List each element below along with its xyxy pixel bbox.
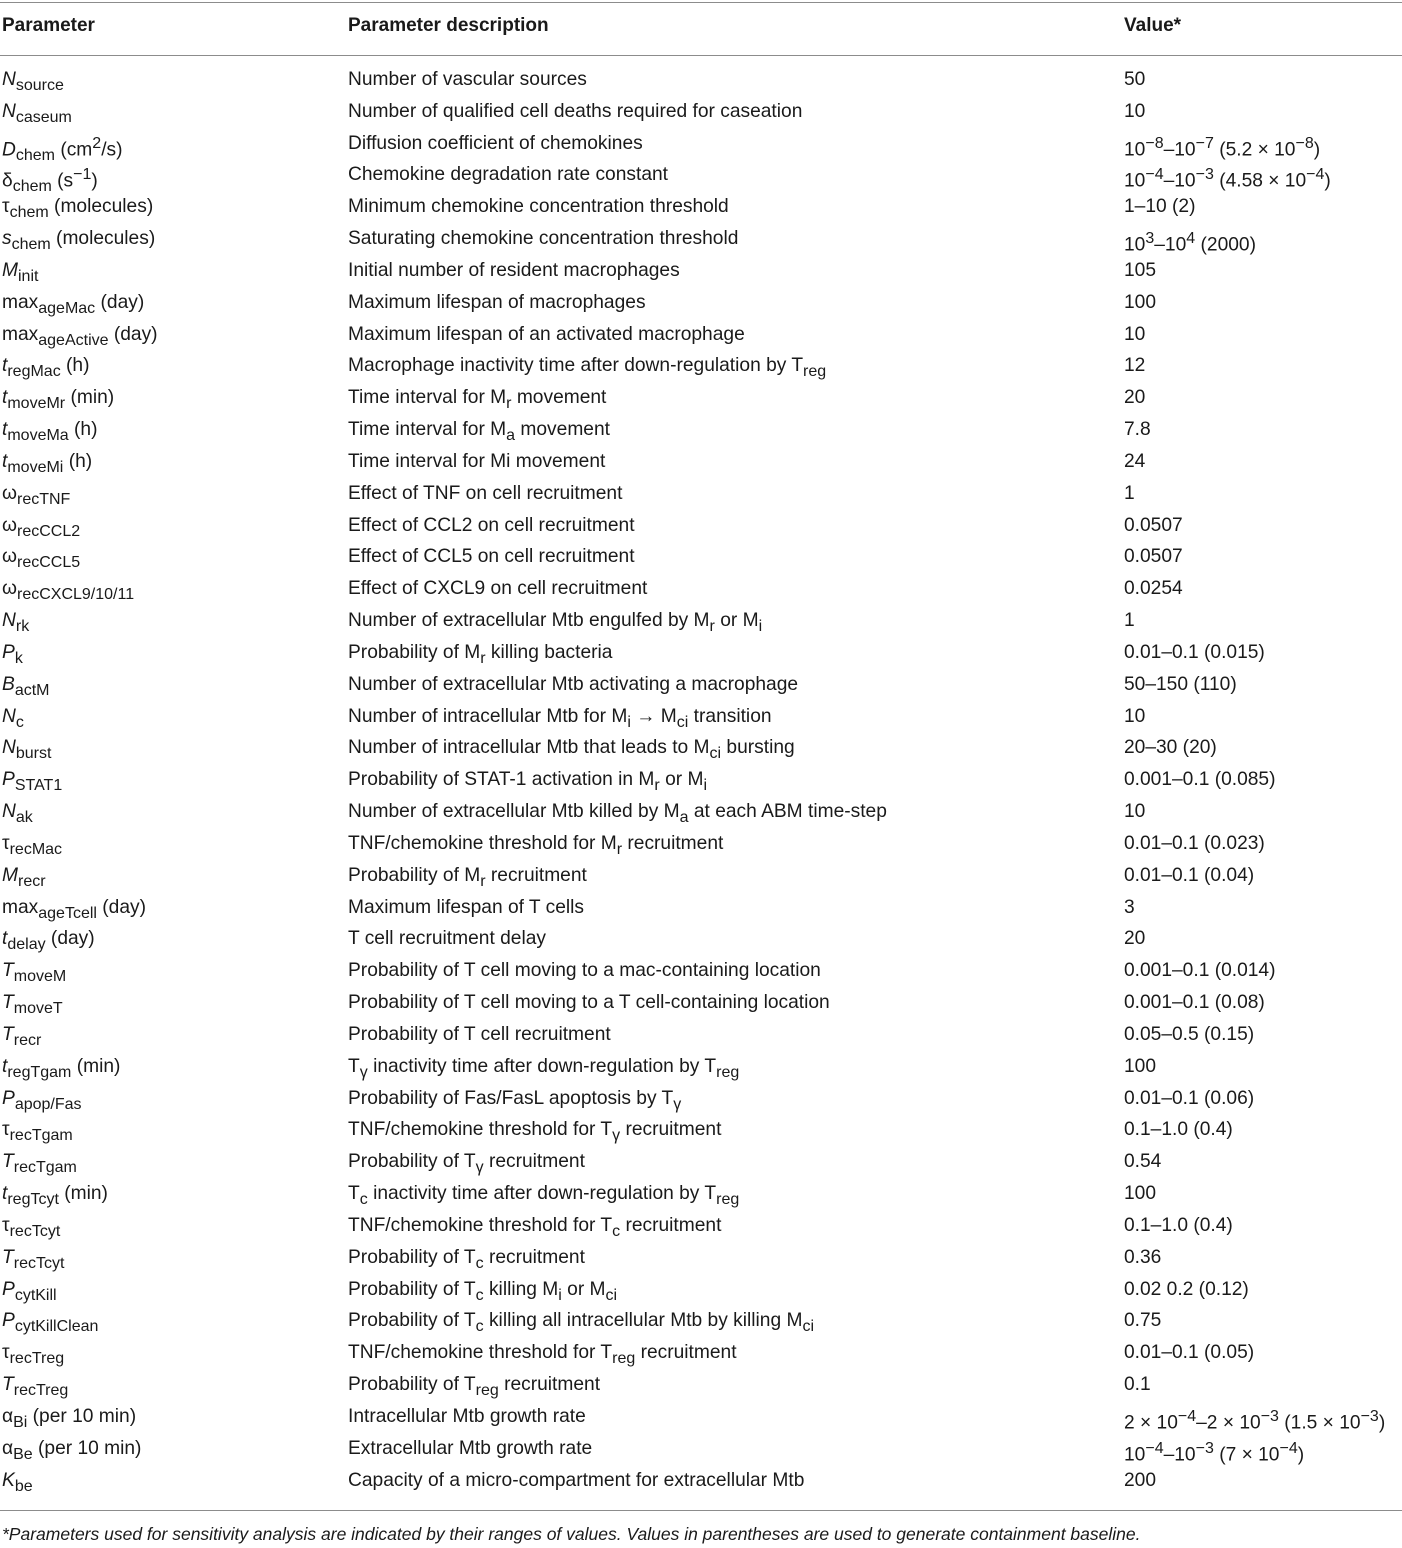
value-cell: 20–30 (20) <box>1124 737 1217 759</box>
footnote: *Parameters used for sensitivity analysis are indicated by their ranges of values. Values in parentheses are used to generate containment baseline. <box>2 1524 1141 1544</box>
value-cell: 7.8 <box>1124 419 1151 441</box>
table-row <box>0 637 1402 669</box>
description-cell: Saturating chemokine concentration threshold <box>348 228 739 250</box>
value-cell: 100 <box>1124 291 1157 313</box>
value-cell: $2 \times 10^{-4}-2 \times 10^{-3}$ $(1.5 \times 10^{-3})$ <box>1124 1407 1386 1434</box>
parameter-cell: $T_{recr}$ <box>2 1023 42 1049</box>
table-row <box>0 923 1402 955</box>
value-cell: 10 <box>1124 705 1146 727</box>
parameter-cell: $B_{actM}$ <box>2 673 50 699</box>
table-row <box>0 701 1402 733</box>
parameter-cell: $t_{delay}$ (day) <box>2 928 95 954</box>
table-row <box>0 64 1402 96</box>
table-row <box>0 1242 1402 1274</box>
table-row <box>0 159 1402 196</box>
description-cell: Number of extracellular Mtb activating a macrophage <box>348 673 799 695</box>
description-cell: TNF/chemokine threshold for $T_\gamma$ recruitment <box>348 1119 722 1145</box>
value-cell: 0.0507 <box>1124 514 1183 536</box>
table-row <box>0 860 1402 892</box>
top-rule <box>0 2 1402 3</box>
table-row <box>0 191 1402 223</box>
parameter-cell: $T_{recTgam}$ <box>2 1151 77 1177</box>
description-cell: Effect of CCL2 on cell recruitment <box>348 514 635 536</box>
table-row <box>0 478 1402 510</box>
table-row <box>0 955 1402 987</box>
value-cell: 0.36 <box>1124 1246 1162 1268</box>
description-cell: Capacity of a micro-compartment for extracellular Mtb <box>348 1469 805 1491</box>
parameter-cell: $\tau_{chem}$ (molecules) <box>2 196 154 222</box>
description-cell: Effect of CXCL9 on cell recruitment <box>348 578 648 600</box>
parameter-cell: $K_{be}$ <box>2 1469 33 1495</box>
value-cell: 10 <box>1124 323 1146 345</box>
description-cell: Maximum lifespan of macrophages <box>348 291 646 313</box>
parameter-cell: $\tau_{recTreg}$ <box>2 1342 65 1368</box>
description-cell: Minimum chemokine concentration threshold <box>348 196 729 218</box>
value-cell: $10^{-4}-10^{-3}$ $(4.58 \times 10^{-4})$ <box>1124 166 1331 192</box>
description-cell: Probability of STAT-1 activation in $M_r$ or $M_i$ <box>348 769 708 795</box>
parameter-cell: $\omega_{recCCL5}$ <box>2 546 81 572</box>
table-row <box>0 573 1402 605</box>
parameter-cell: $T_{moveM}$ <box>2 960 67 986</box>
value-cell: 0.0254 <box>1124 578 1183 600</box>
parameter-cell: $t_{moveMr}$ (min) <box>2 387 115 413</box>
description-cell: Initial number of resident macrophages <box>348 259 680 281</box>
table-row <box>0 1019 1402 1051</box>
value-cell: 0.01–0.1 (0.023) <box>1124 832 1265 854</box>
table-row <box>0 796 1402 828</box>
description-cell: Macrophage inactivity time after down-regulation by $T_{reg}$ <box>348 355 827 381</box>
description-cell: Effect of TNF on cell recruitment <box>348 482 623 504</box>
table-row <box>0 764 1402 796</box>
table-row <box>0 1114 1402 1146</box>
description-cell: Probability of Fas/FasL apoptosis by $T_\gamma$ <box>348 1087 682 1113</box>
table-row <box>0 1274 1402 1306</box>
value-cell: 20 <box>1124 928 1146 950</box>
value-cell: 0.05–0.5 (0.15) <box>1124 1023 1255 1045</box>
description-cell: Extracellular Mtb growth rate <box>348 1437 593 1459</box>
value-cell: 0.75 <box>1124 1310 1162 1332</box>
value-cell: 10 <box>1124 100 1146 122</box>
value-cell: 0.1 <box>1124 1374 1151 1396</box>
table-row <box>0 1369 1402 1401</box>
parameter-cell: $M_{recr}$ <box>2 864 46 890</box>
value-cell: 1 <box>1124 610 1135 632</box>
parameter-cell: $N_{ak}$ <box>2 801 33 826</box>
value-cell: $10^{-4}-10^{-3}$ $(7 \times 10^{-4})$ <box>1124 1439 1305 1466</box>
value-cell: 0.0507 <box>1124 546 1183 568</box>
value-cell: 0.001–0.1 (0.085) <box>1124 769 1276 791</box>
table-row <box>0 510 1402 542</box>
parameter-cell: $N_{rk}$ <box>2 610 30 635</box>
table-row <box>0 732 1402 764</box>
parameter-cell: $t_{regMac}$ (h) <box>2 355 90 381</box>
table-row <box>0 1051 1402 1083</box>
description-cell: Number of vascular sources <box>348 69 587 90</box>
description-cell: TNF/chemokine threshold for $T_{reg}$ recruitment <box>348 1342 737 1368</box>
value-cell: 24 <box>1124 450 1146 472</box>
parameter-cell: $N_{source}$ <box>2 69 64 94</box>
description-cell: Probability of $T_{reg}$ recruitment <box>348 1374 601 1399</box>
table-row <box>0 1401 1402 1433</box>
value-cell: 12 <box>1124 355 1146 377</box>
parameter-cell: $t_{regTgam}$ (min) <box>2 1055 121 1081</box>
description-cell: $T_\gamma$ inactivity time after down-regulation by $T_{reg}$ <box>348 1055 740 1081</box>
value-cell: 3 <box>1124 896 1135 918</box>
value-cell: 0.001–0.1 (0.08) <box>1124 992 1265 1014</box>
table-row <box>0 350 1402 382</box>
description-cell: Probability of T cell moving to a T cell-containing location <box>348 992 830 1014</box>
header-rule <box>0 55 1402 56</box>
table-row <box>0 605 1402 637</box>
description-cell: Diffusion coefficient of chemokines <box>348 132 643 154</box>
parameter-cell: $\max_{ageTcell} (day)$ <box>2 896 146 922</box>
header-description: Parameter description <box>348 15 549 36</box>
table-row <box>0 128 1402 164</box>
parameter-cell: $P_{cytKillClean}$ <box>2 1310 99 1336</box>
parameter-cell: $\delta_{chem}$ $(s^{-1})$ <box>2 166 98 196</box>
parameter-cell: $T_{recTreg}$ <box>2 1374 69 1399</box>
parameter-cell: $t_{moveMa}$ (h) <box>2 419 98 444</box>
table-row <box>0 96 1402 128</box>
parameter-cell: $P_{cytKill}$ <box>2 1278 57 1304</box>
description-cell: Probability of $T_c$ killing $M_i$ or $M_{ci}$ <box>348 1278 618 1304</box>
description-cell: Probability of $M_r$ recruitment <box>348 864 587 890</box>
table-row <box>0 541 1402 573</box>
value-cell: 105 <box>1124 259 1157 281</box>
parameter-cell: $P_{STAT1}$ <box>2 769 63 795</box>
description-cell: Number of intracellular Mtb for $M_i \to M_{ci}$ transition <box>348 705 772 731</box>
parameter-cell: $\tau_{recTcyt}$ <box>2 1214 61 1240</box>
parameter-cell: $M_{init}$ <box>2 259 39 285</box>
value-cell: 20 <box>1124 387 1146 409</box>
value-cell: 100 <box>1124 1183 1157 1205</box>
parameter-cell: $N_{caseum}$ <box>2 100 72 126</box>
description-cell: Time interval for Mi movement <box>348 450 606 472</box>
description-cell: Number of extracellular Mtb killed by $M_a$ at each ABM time-step <box>348 801 887 826</box>
description-cell: Maximum lifespan of T cells <box>348 896 585 918</box>
value-cell: 1–10 (2) <box>1124 196 1196 218</box>
table-row <box>0 446 1402 478</box>
description-cell: Probability of $T_c$ recruitment <box>348 1246 585 1272</box>
description-cell: Time interval for $M_r$ movement <box>348 387 607 413</box>
value-cell: 0.1–1.0 (0.4) <box>1124 1119 1233 1141</box>
parameter-cell: $s_{chem}$ (molecules) <box>2 228 156 253</box>
header-value: Value* <box>1124 15 1182 36</box>
table-row <box>0 287 1402 319</box>
value-cell: 1 <box>1124 482 1135 504</box>
parameter-cell: $\tau_{recTgam}$ <box>2 1119 73 1145</box>
description-cell: Effect of CCL5 on cell recruitment <box>348 546 635 568</box>
description-cell: T cell recruitment delay <box>348 928 546 950</box>
table-row <box>0 319 1402 351</box>
parameter-cell: $\max_{ageMac} (day)$ <box>2 291 145 317</box>
description-cell: Intracellular Mtb growth rate <box>348 1405 586 1427</box>
value-cell: 0.001–0.1 (0.014) <box>1124 960 1276 982</box>
table-row <box>0 414 1402 446</box>
table-row <box>0 828 1402 860</box>
description-cell: Probability of $T_c$ killing all intracellular Mtb by killing $M_{ci}$ <box>348 1310 815 1336</box>
description-cell: Maximum lifespan of an activated macrophage <box>348 323 745 345</box>
description-cell: $T_c$ inactivity time after down-regulation by $T_{reg}$ <box>348 1183 740 1208</box>
value-cell: 100 <box>1124 1055 1157 1077</box>
description-cell: Number of intracellular Mtb that leads to $M_{ci}$ bursting <box>348 737 795 763</box>
table-row <box>0 1337 1402 1369</box>
parameter-cell: $\omega_{recTNF}$ <box>2 482 71 508</box>
header-parameter: Parameter <box>2 15 95 36</box>
description-cell: TNF/chemokine threshold for $T_c$ recruitment <box>348 1214 722 1240</box>
value-cell: 0.1–1.0 (0.4) <box>1124 1214 1233 1236</box>
table-row <box>0 255 1402 287</box>
description-cell: Probability of $M_r$ killing bacteria <box>348 641 613 667</box>
parameter-cell: $N_c$ <box>2 705 24 731</box>
table-row <box>0 1465 1402 1497</box>
parameter-cell: $\tau_{recMac}$ <box>2 832 63 858</box>
value-cell: 0.01–0.1 (0.06) <box>1124 1087 1255 1109</box>
value-cell: 0.54 <box>1124 1151 1162 1173</box>
table-row <box>0 1178 1402 1210</box>
table-row <box>0 1305 1402 1337</box>
parameter-cell: $t_{moveMi}$ (h) <box>2 450 93 476</box>
parameter-cell: $N_{burst}$ <box>2 737 52 763</box>
table-row <box>0 892 1402 924</box>
parameter-cell: $\alpha_{Be}$ (per 10 min) <box>2 1437 142 1463</box>
parameter-cell: $t_{regTcyt}$ (min) <box>2 1183 108 1208</box>
value-cell: 0.02 0.2 (0.12) <box>1124 1278 1249 1300</box>
parameter-cell: $\omega_{recCCL2}$ <box>2 514 81 540</box>
value-cell: 10 <box>1124 801 1146 823</box>
bottom-rule <box>0 1510 1402 1511</box>
table-row <box>0 382 1402 414</box>
value-cell: 0.01–0.1 (0.05) <box>1124 1342 1255 1364</box>
table-row <box>0 223 1402 255</box>
value-cell: 0.01–0.1 (0.04) <box>1124 864 1255 886</box>
table-row <box>0 1146 1402 1178</box>
description-cell: Number of qualified cell deaths required for caseation <box>348 100 803 122</box>
description-cell: Chemokine degradation rate constant <box>348 164 668 186</box>
parameter-cell: $T_{moveT}$ <box>2 992 63 1017</box>
value-cell: 200 <box>1124 1469 1157 1491</box>
description-cell: Number of extracellular Mtb engulfed by $M_r$ or $M_i$ <box>348 610 763 635</box>
value-cell: 50 <box>1124 69 1146 90</box>
parameter-cell: $\max_{ageActive} (day)$ <box>2 323 158 349</box>
description-cell: Probability of T cell moving to a mac-containing location <box>348 960 821 982</box>
table-row <box>0 1433 1402 1465</box>
parameter-cell: $P_{apop/Fas}$ <box>2 1087 82 1113</box>
description-cell: TNF/chemokine threshold for $M_r$ recruitment <box>348 832 724 858</box>
parameter-cell: $\omega_{recCXCL9/10/11}$ <box>2 578 135 604</box>
parameter-cell: $T_{recTcyt}$ <box>2 1246 65 1272</box>
table-row <box>0 1083 1402 1115</box>
description-cell: Time interval for $M_a$ movement <box>348 419 610 444</box>
description-cell: Probability of T cell recruitment <box>348 1023 611 1045</box>
value-cell: $10^{-8}-10^{-7}$ $(5.2 \times 10^{-8})$ <box>1124 134 1321 161</box>
parameter-cell: $D_{chem}$ $(cm^2/s)$ <box>2 134 123 164</box>
table-row <box>0 987 1402 1019</box>
value-cell: 50–150 (110) <box>1124 673 1237 695</box>
table-row <box>0 669 1402 701</box>
table-row <box>0 1210 1402 1242</box>
value-cell: $10^3-10^4$ (2000) <box>1124 230 1256 256</box>
parameter-cell: $\alpha_{Bi}$ (per 10 min) <box>2 1405 137 1431</box>
description-cell: Probability of $T_\gamma$ recruitment <box>348 1151 585 1177</box>
value-cell: 0.01–0.1 (0.015) <box>1124 641 1265 663</box>
parameter-cell: $P_k$ <box>2 641 23 667</box>
